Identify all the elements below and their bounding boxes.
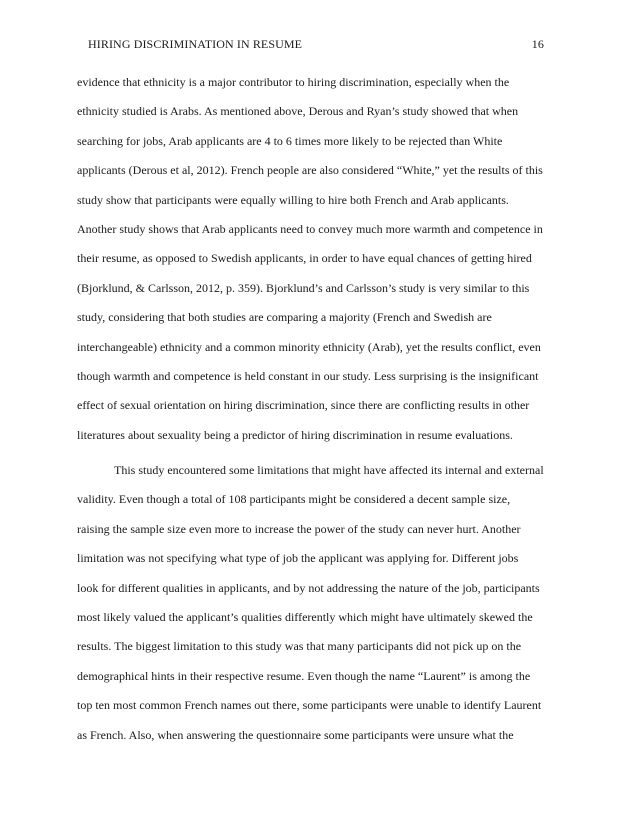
paragraph-line: evidence that ethnicity is a major contributor to hiring discrimination, especially when the <box>77 75 510 89</box>
paragraph-first-line: This study encountered some limitations that might have affected its internal and external <box>114 463 544 478</box>
paragraph-line: look for different qualities in applicants, and by not addressing the nature of the job, participants <box>77 580 540 595</box>
page-number: 16 <box>531 37 544 51</box>
paragraph-2 <box>77 456 572 750</box>
running-head <box>88 36 544 52</box>
paragraph-line: their resume, as opposed to Swedish applicants, in order to have equal chances of getting hired <box>77 251 532 266</box>
running-head-title: HIRING DISCRIMINATION IN RESUME <box>88 37 303 51</box>
paragraph-line: literatures about sexuality being a predictor of hiring discrimination in resume evaluations. <box>77 427 513 442</box>
paragraph-line: demographical hints in their respective resume. Even though the name “Laurent” is among the <box>77 668 531 683</box>
paragraph-line: though warmth and competence is held constant in our study. Less surprising is the insignificant <box>77 368 539 383</box>
paragraph-line: results. The biggest limitation to this study was that many participants did not pick up on the <box>77 639 522 654</box>
paragraph-line: effect of sexual orientation on hiring discrimination, since there are conflicting results in other <box>77 398 530 413</box>
paragraph-line: validity. Even though a total of 108 participants might be considered a decent sample size, <box>77 492 511 507</box>
paragraph-1 <box>77 68 572 450</box>
paragraph-line: top ten most common French names out there, some participants were unable to identify Laurent <box>77 698 542 713</box>
paragraph-line: study, considering that both studies are comparing a majority (French and Swedish are <box>77 310 492 325</box>
paragraph-line: ethnicity studied is Arabs. As mentioned above, Derous and Ryan’s study showed that when <box>77 104 519 119</box>
paragraph-line: limitation was not specifying what type of job the applicant was applying for. Different jobs <box>77 551 519 566</box>
paragraph-line: Another study shows that Arab applicants need to convey much more warmth and competence in <box>77 221 543 236</box>
paragraph-line: interchangeable) ethnicity and a common minority ethnicity (Arab), yet the results conflict, even <box>77 339 541 354</box>
paragraph-line: (Bjorklund, & Carlsson, 2012, p. 359). Bjorklund’s and Carlsson’s study is very similar to this <box>77 280 530 295</box>
paragraph-line: searching for jobs, Arab applicants are 4 to 6 times more likely to be rejected than White <box>77 133 503 148</box>
body-text <box>77 68 572 750</box>
paragraph-line: raising the sample size even more to increase the power of the study can never hurt. Another <box>77 521 521 536</box>
paragraph-line: applicants (Derous et al, 2012). French people are also considered “White,” yet the results of this <box>77 163 543 178</box>
paragraph-line: as French. Also, when answering the questionnaire some participants were unsure what the <box>77 727 514 742</box>
paragraph-line: most likely valued the applicant’s qualities differently which might have ultimately skewed the <box>77 610 533 625</box>
paragraph-line: study show that participants were equally willing to hire both French and Arab applicants. <box>77 192 509 207</box>
